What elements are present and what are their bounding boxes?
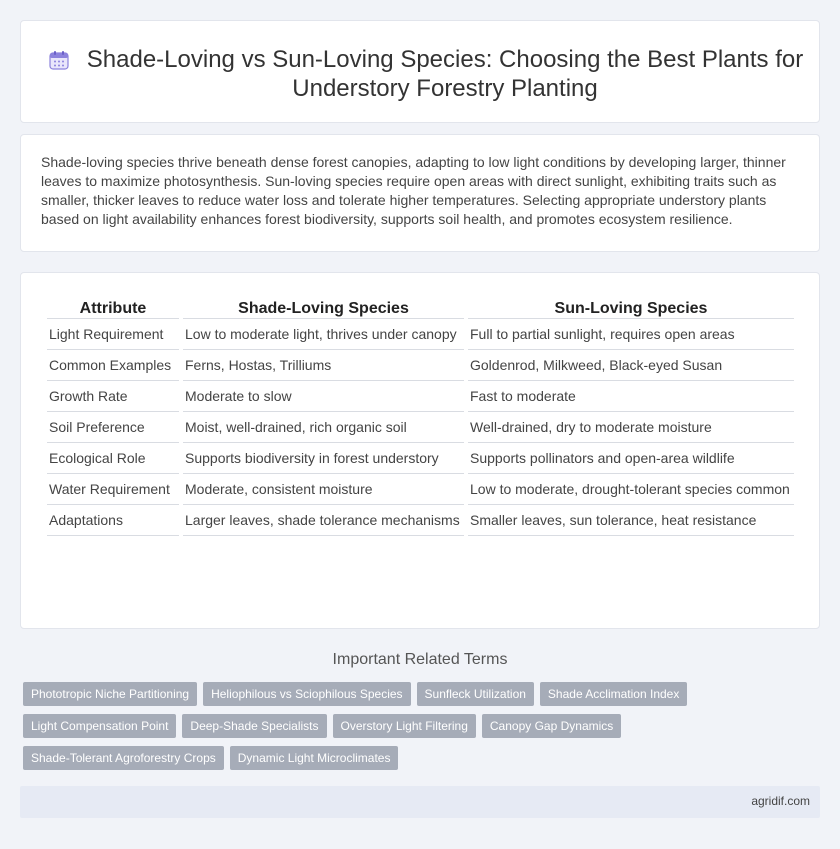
related-terms-title: Important Related Terms [332, 651, 508, 668]
table-cell: Full to partial sunlight, requires open areas [468, 319, 794, 350]
related-terms-list [23, 682, 723, 770]
term-tag[interactable]: Canopy Gap Dynamics [482, 714, 621, 738]
term-tag[interactable]: Dynamic Light Microclimates [230, 746, 399, 770]
table-cell: Moderate to slow [183, 381, 464, 412]
table-header-row [47, 293, 794, 319]
calendar-icon [48, 49, 70, 71]
table-row [47, 505, 794, 536]
header-card [20, 20, 820, 123]
table-cell: Adaptations [47, 505, 179, 536]
intro-paragraph: Shade-loving species thrive beneath dense forest canopies, adapting to low light conditions by developing larger, thinner leaves to maximize photosynthesis. Sun-loving species require open areas with direct sunlight, exhibiting traits such as smaller, thicker leaves to reduce water loss and tolerate higher temperatures. Selecting appropriate understory plants based on light availability enhances forest biodiversity, supports soil health, and promotes ecosystem resilience. [41, 154, 786, 227]
table-cell: Fast to moderate [468, 381, 794, 412]
table-cell: Water Requirement [47, 474, 179, 505]
header-attribute: Attribute [47, 293, 179, 319]
table-cell: Moderate, consistent moisture [183, 474, 464, 505]
table-cell: Smaller leaves, sun tolerance, heat resistance [468, 505, 794, 536]
table-cell: Low to moderate, drought-tolerant species common [468, 474, 794, 505]
page-title: Shade-Loving vs Sun-Loving Species: Choosing the Best Plants for Understory Forestry Planting [86, 46, 804, 102]
table-cell: Supports biodiversity in forest understory [183, 443, 464, 474]
table-cell: Soil Preference [47, 412, 179, 443]
term-tag[interactable]: Deep-Shade Specialists [182, 714, 326, 738]
intro-card [20, 134, 820, 252]
table-cell: Low to moderate light, thrives under canopy [183, 319, 464, 350]
comparison-card [20, 272, 820, 629]
table-cell: Growth Rate [47, 381, 179, 412]
term-tag[interactable]: Shade-Tolerant Agroforestry Crops [23, 746, 224, 770]
table-cell: Ferns, Hostas, Trilliums [183, 350, 464, 381]
table-cell: Ecological Role [47, 443, 179, 474]
table-row [47, 381, 794, 412]
table-cell: Light Requirement [47, 319, 179, 350]
term-tag[interactable]: Light Compensation Point [23, 714, 176, 738]
table-cell: Common Examples [47, 350, 179, 381]
table-cell: Supports pollinators and open-area wildlife [468, 443, 794, 474]
table-cell: Larger leaves, shade tolerance mechanisms [183, 505, 464, 536]
comparison-table [43, 293, 798, 536]
term-tag[interactable]: Phototropic Niche Partitioning [23, 682, 197, 706]
table-row [47, 319, 794, 350]
table-cell: Goldenrod, Milkweed, Black-eyed Susan [468, 350, 794, 381]
footer-site-link[interactable]: agridif.com [751, 794, 810, 808]
table-cell: Moist, well-drained, rich organic soil [183, 412, 464, 443]
table-row [47, 412, 794, 443]
term-tag[interactable]: Heliophilous vs Sciophilous Species [203, 682, 410, 706]
table-row [47, 474, 794, 505]
header-sun: Sun-Loving Species [468, 293, 794, 319]
term-tag[interactable]: Overstory Light Filtering [333, 714, 476, 738]
table-row [47, 443, 794, 474]
table-cell: Well-drained, dry to moderate moisture [468, 412, 794, 443]
footer [20, 786, 820, 818]
term-tag[interactable]: Shade Acclimation Index [540, 682, 687, 706]
term-tag[interactable]: Sunfleck Utilization [417, 682, 534, 706]
header-shade: Shade-Loving Species [183, 293, 464, 319]
table-row [47, 350, 794, 381]
